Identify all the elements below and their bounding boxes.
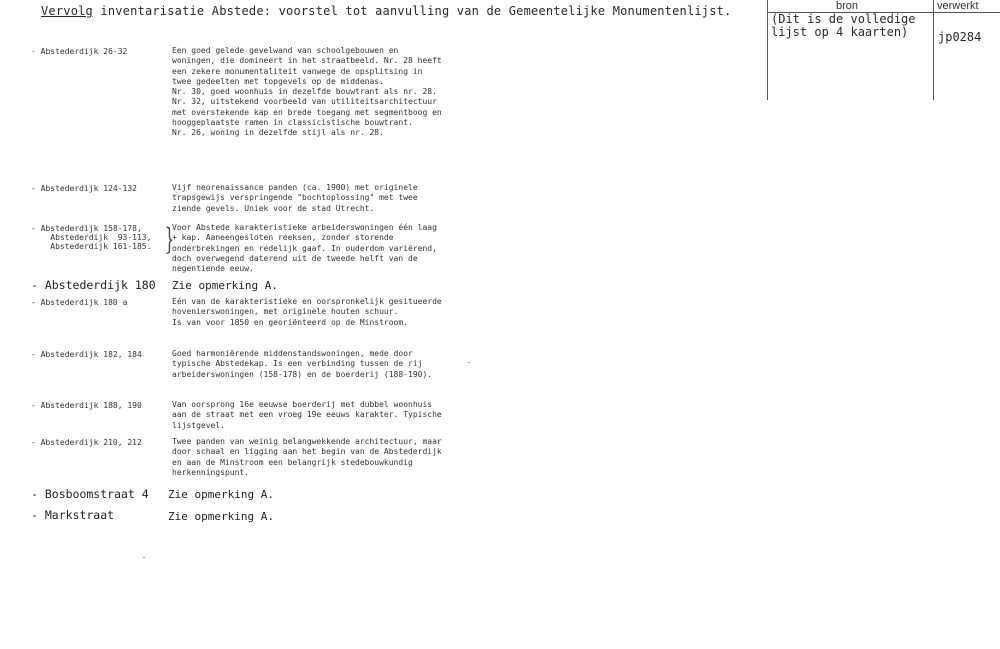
entry-paragraph: Zie opmerking A. (168, 488, 274, 501)
entry-address: - Bosboomstraat 4 (31, 487, 149, 501)
entry-paragraph: Vijf neorenaissance panden (ca. 1900) met originele trapsgewijs verspringende "bochtoplossing" met twee ziende gevels. Uniek voor de stad Utrecht. (172, 183, 418, 213)
entry-address: - Abstederdijk 180 a (31, 298, 128, 307)
entry-description (172, 297, 444, 328)
entry-address: - Abstederdijk 124-132 (31, 184, 137, 193)
title-rest: inventarisatie Abstede: voorstel tot aanvulling van de Gemeentelijke Monumentenlijst. (92, 4, 732, 18)
entry-paragraph: Nr. 30, goed woonhuis in dezelfde bouwtrant als nr. 28. (172, 87, 437, 97)
entry-paragraph: Voor Abstede karakteristieke arbeiderswoningen één laag + kap. Aaneengesloten reeksen, zonder storende onderbrekingen en redelijk gaaf. In ouderdom variërend, doch overwegend daterend uit de tweede helft van de negentiende eeuw. (172, 223, 437, 274)
entry-description (172, 400, 444, 431)
title-underlined: Vervolg (41, 4, 93, 18)
entry-description (172, 279, 444, 293)
entry-paragraph: Nr. 26, woning in dezelfde stijl als nr. 28. (172, 128, 384, 138)
card-code: jp0284 (938, 30, 982, 44)
entry-address: - Abstederdijk 158-178, Abstederdijk 93-113, Abstederdijk 161-185. (31, 224, 152, 251)
entry-description (172, 349, 444, 380)
entry-description (172, 46, 444, 139)
entry-paragraph: Twee panden van weinig belangwekkende architectuur, maar door schaal en ligging aan het begin van de Abstederdijk en aan de Minstroom een belangrijk stedebouwkundig herkenningspunt. (172, 437, 442, 477)
scan-speck (143, 557, 145, 558)
entry-description (168, 510, 440, 524)
card-header-bron: bron (836, 0, 859, 12)
entry-paragraph: Zie opmerking A. (172, 279, 278, 292)
card-left-rule (767, 0, 768, 100)
card-header-verwerkt: verwerkt (937, 0, 979, 12)
scan-speck (468, 362, 470, 363)
entry-description (172, 223, 444, 274)
entry-address: - Abstederdijk 188, 190 (31, 401, 142, 410)
entry-address: - Markstraat (31, 508, 115, 522)
entry-paragraph: Van oorsprong 16e eeuwse boerderij met dubbel woonhuis aan de straat met een vroeg 19e eeuws karakter. Typische lijstgevel. (172, 400, 442, 430)
entry-paragraph: Goed harmoniërende middenstandswoningen, mede door typische Abstedekap. Is een verbinding tussen de rij arbeiderswoningen (158-178) en de boerderij (188-190). (172, 349, 433, 379)
entry-address: - Abstederdijk 210, 212 (31, 438, 142, 447)
entry-paragraph: Een goed gelede gevelwand van schoolgebouwen en woningen, die domineert in het straatbeeld. Nr. 28 heeft een zekere monumentaliteit vanwege de opsplitsing in twee gedeelten met topgevels op de middenas. (172, 46, 442, 86)
card-note: (Dit is de volledige lijst op 4 kaarten) (771, 12, 916, 39)
entry-description (168, 488, 440, 502)
document-title (41, 4, 732, 18)
card-divider-rule (933, 0, 934, 100)
entry-paragraph: Is van voor 1850 en georiënteerd op de Minstroom. (172, 317, 409, 327)
entry-description (172, 183, 444, 214)
entry-paragraph: Eén van de karakteristieke en oorspronkelijk gesitueerde hovenierswoningen, met originele houten schuur. (172, 297, 442, 317)
entry-description (172, 437, 444, 478)
entry-address: - Abstederdijk 182, 184 (31, 350, 142, 359)
entry-paragraph: Zie opmerking A. (168, 510, 274, 523)
entry-paragraph: Nr. 32, uitstekend voorbeeld van utiliteitsarchitectuur met overstekende kap en brede toegang met segmentboog en hooggeplaatste ramen in classicistische bouwtrant. (172, 97, 442, 128)
entry-address: - Abstederdijk 26-32 (31, 47, 128, 56)
grouping-brace: } (164, 222, 175, 257)
entry-address: - Abstederdijk 180 (31, 278, 156, 292)
